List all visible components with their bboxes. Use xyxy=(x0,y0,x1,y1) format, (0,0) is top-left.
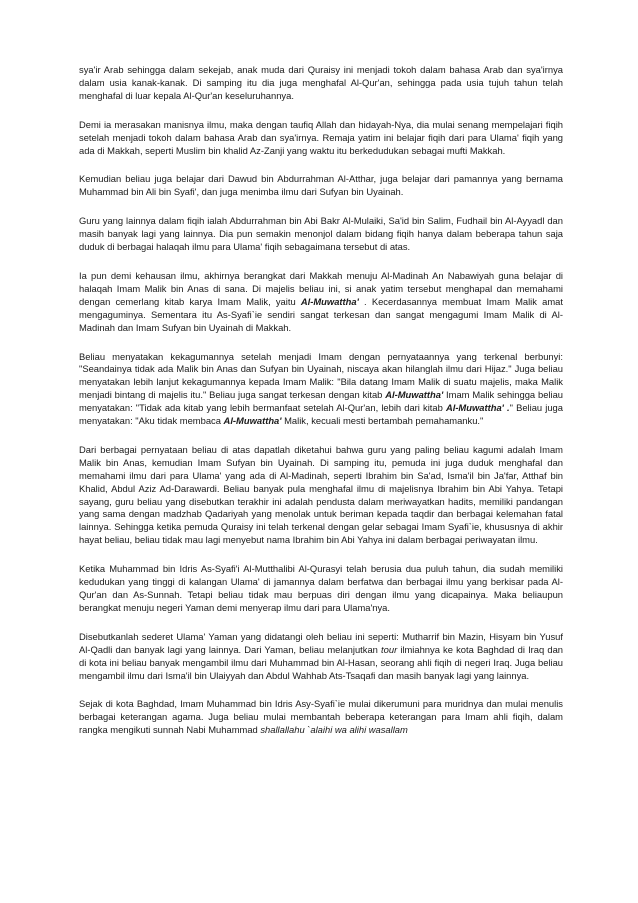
paragraph xyxy=(79,270,563,335)
text-run: Ketika Muhammad bin Idris As-Syafi'i Al-Mutthalibi Al-Qurasyi telah berusia dua puluh tahun, dia sudah memiliki kedudukan yang tinggi di kalangan Ulama' di jamannya dalam berfatwa dan berbagai ilmu yang berkisar pada Al-Qur'an dan As-Sunnah. Tetapi beliau tidak mau berpuas diri dengan ilmu yang dicapainya. Maka beliaupun berangkat menuju negeri Yaman demi menyerap ilmu dari para Ulama'nya. xyxy=(79,563,563,613)
italic-text: tour xyxy=(381,643,398,655)
text-run: sya'ir Arab sehingga dalam sekejab, anak muda dari Quraisy ini menjadi tokoh dalam bahasa Arab dan sya'irnya dalam usia kanak-kanak. Di samping itu dia juga menghafal Al-Qur'an, sehingga pada usia tujuh tahun telah menghafal di luar kepala Al-Qur'an keseluruhannya. xyxy=(79,64,563,101)
paragraph xyxy=(79,563,563,615)
text-run: Disebutkanlah sederet Ulama' Yaman yang didatangi oleh beliau ini seperti: Mutharrif bin Mazin, Hisyam bin Yusuf Al-Qadli dan banyak lagi yang lainnya. Dari Yaman, beliau melanjutkan xyxy=(79,630,563,655)
text-run: Malik, kecuali mesti bertambah pemahamanku." xyxy=(281,415,484,427)
paragraph xyxy=(79,173,563,199)
text-run: Ia pun demi kehausan ilmu, akhirnya berangkat dari Makkah menuju Al-Madinah An Nabawiyah guna belajar di halaqah Imam Malik bin Anas di sana. Di majelis beliau ini, si anak yatim tersebut menghapal dan memahami dengan cemerlang kitab karya Imam Malik, yaitu xyxy=(79,269,563,307)
document-page xyxy=(79,64,563,737)
paragraph xyxy=(79,698,563,737)
paragraph xyxy=(79,631,563,683)
text-run: Sejak di kota Baghdad, Imam Muhammad bin Idris Asy-Syafi`ie mulai dikerumuni para muridnya dan mulai menulis berbagai keterangan agama. Juga beliau mulai membantah beberapa keterangan para Imam ahli fiqih, dalam rangka mengikuti sunnah Nabi Muhammad xyxy=(79,698,563,736)
text-run: Guru yang lainnya dalam fiqih ialah Abdurrahman bin Abi Bakr Al-Mulaiki, Sa'id bin Salim, Fudhail bin Al-Ayyadl dan masih banyak lagi yang lainnya. Dia pun semakin menonjol dalam bidang fiqih hanya dalam beberapa tahun saja duduk di berbagai halaqah ilmu para Ulama' fiqih sebagaimana tersebut di atas. xyxy=(79,215,563,253)
paragraph xyxy=(79,64,563,103)
paragraph xyxy=(79,215,563,254)
text-run: Imam Malik sehingga beliau menyatakan: "Tidak ada kitab yang lebih bermanfaat setelah Al-Qur'an, lebih dari kitab xyxy=(79,389,563,414)
text-run: . Kecerdasannya membuat Imam Malik amat mengaguminya. Sementara itu As-Syafi`ie sendiri sangat terkesan dan sangat mengagumi Imam Malik di Al-Madinah dan Imam Sufyan bin Uyainah di Makkah. xyxy=(79,295,563,333)
text-run: ilmiahnya ke kota Baghdad di Iraq dan di kota ini beliau banyak mengambil ilmu dari Muhammad bin Al-Hasan, seorang ahli fiqih di negeri Iraq. Juga beliau mengambil ilmu dari Isma'il bin Ulaiyyah dan Abdul Wahhab Ats-Tsaqafi dan masih banyak lagi yang lainnya. xyxy=(79,643,563,681)
paragraph xyxy=(79,444,563,547)
text-run: Beliau menyatakan kekagumannya setelah menjadi Imam dengan pernyataannya yang terkenal berbunyi: "Seandainya tidak ada Malik bin Anas dan Sufyan bin Uyainah, niscaya akan hilanglah ilmu dari Hijaz." Juga beliau menyatakan lebih lanjut kekagumannya kepada Imam Malik: "Bila datang Imam Malik di suatu majelis, maka Malik menjadi bintang di majelis itu." Beliau juga sangat terkesan dengan kitab xyxy=(79,350,563,401)
book-title-text: Al-Muwattha' xyxy=(300,295,359,307)
text-run: " Beliau juga menyatakan: "Aku tidak membaca xyxy=(79,402,563,427)
text-run: Kemudian beliau juga belajar dari Dawud bin Abdurrahman Al-Atthar, juga belajar dari pamannya yang bernama Muhammad bin Ali bin Syafi', dan juga menimba ilmu dari Sufyan bin Uyainah. xyxy=(79,173,563,198)
paragraph xyxy=(79,119,563,158)
book-title-text: Al-Muwattha' . xyxy=(445,402,510,414)
book-title-text: Al-Muwattha' xyxy=(385,389,444,401)
text-run: Demi ia merasakan manisnya ilmu, maka dengan taufiq Allah dan hidayah-Nya, dia mulai senang mempelajari fiqih setelah menjadi tokoh dalam bahasa Arab dan sya'irnya. Remaja yatim ini belajar fiqih dari para Ulama' fiqih yang ada di Makkah, seperti Muslim bin khalid Az-Zanji yang waktu itu berkedudukan sebagai mufti Makkah. xyxy=(79,118,563,156)
book-title-text: Al-Muwattha' xyxy=(223,415,282,427)
text-run: Dari berbagai pernyataan beliau di atas dapatlah diketahui bahwa guru yang paling beliau kagumi adalah Imam Malik bin Anas, kemudian Imam Sufyan bin Uyainah. Di samping itu, pemuda ini juga duduk menghafal dan memahami ilmu dari para Ulama' yang ada di Al-Madinah, seperti Ibrahim bin Sa'ad, Isma'il bin Ja'far, Atthaf bin Khalid, Abdul Aziz Ad-Darawardi. Beliau banyak pula menghafal ilmu di majelisnya Ibrahim bin Abi Yahya. Tetapi sayang, guru beliau yang disebutkan terakhir ini adalah pendusta dalam meriwayatkan hadits, memiliki pandangan yang sama dengan madzhab Qadariyah yang menolak untuk beriman kepada taqdir dan berbagai kelemahan fatal lainnya. Sehingga ketika pemuda Quraisy ini telah terkenal dengan gelar sebagai Imam Syafi`ie, khususnya di akhir hayat beliau, beliau tidak mau lagi menyebut nama Ibrahim bin Abi Yahya ini dalam berbagai periwayatan ilmu. xyxy=(79,443,563,546)
italic-text: shallallahu `alaihi wa alihi wasallam xyxy=(260,724,408,736)
paragraph xyxy=(79,351,563,428)
